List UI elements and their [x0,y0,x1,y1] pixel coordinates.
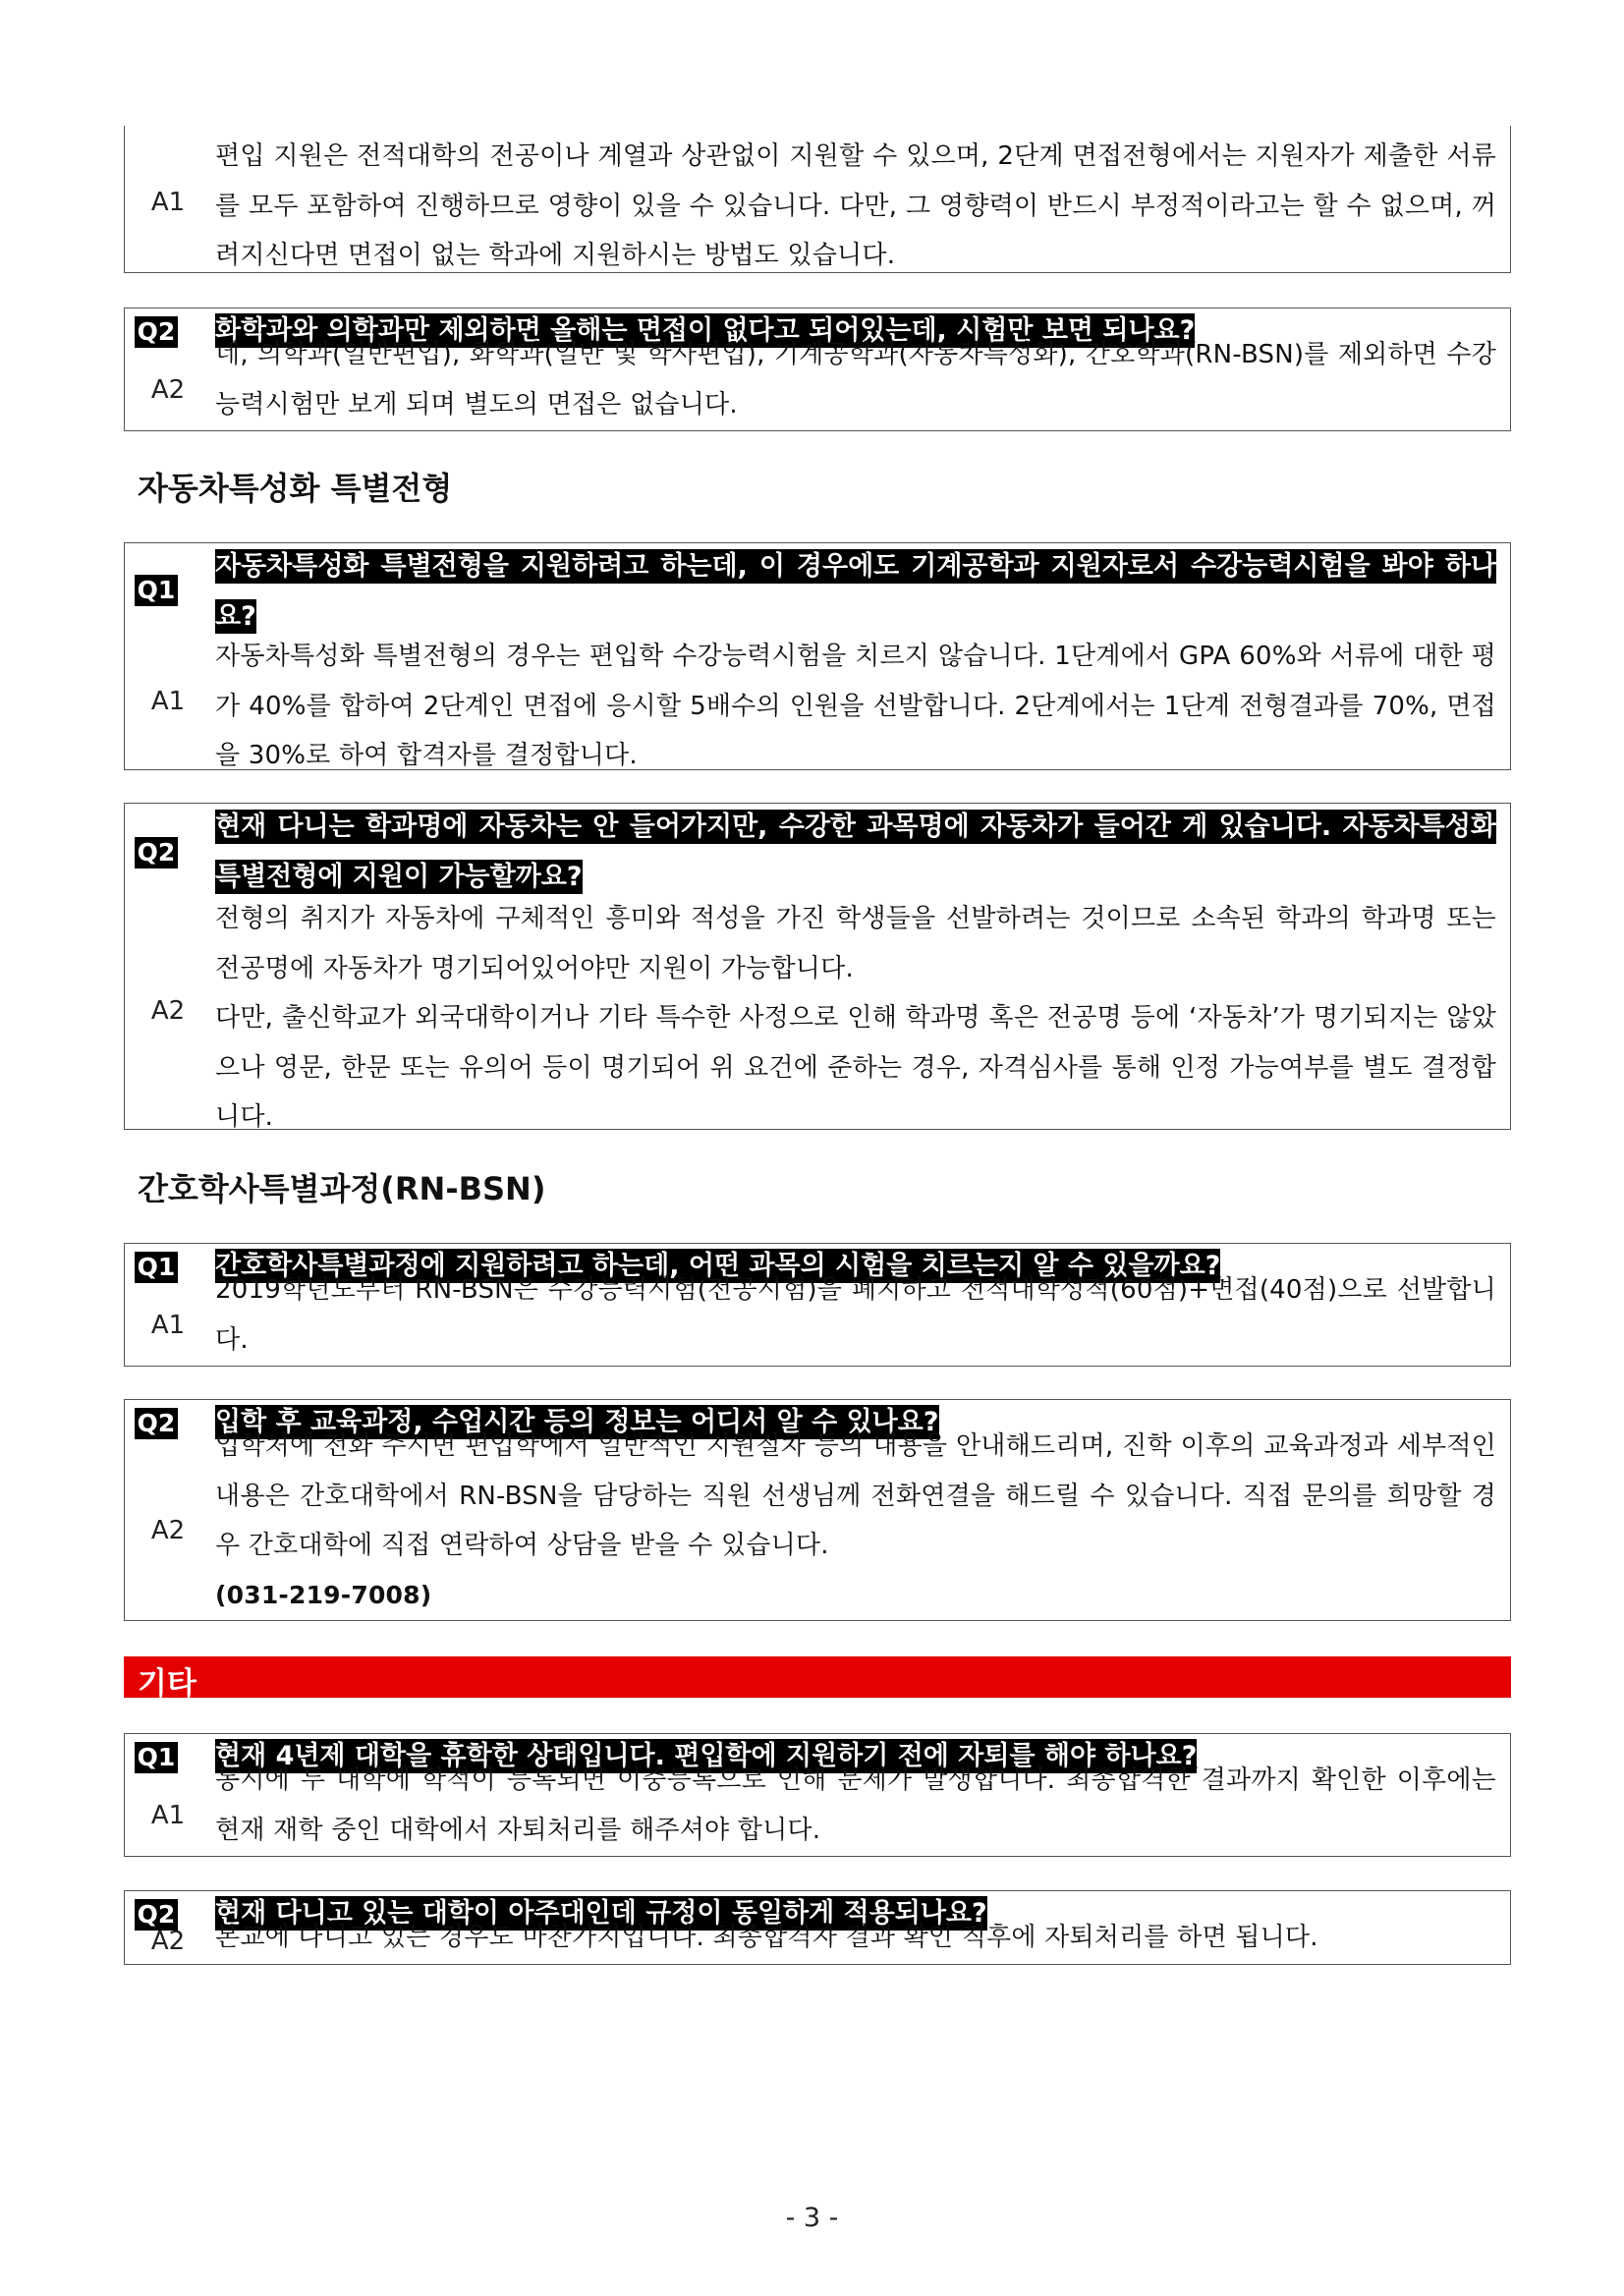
qa-box-q2-general [124,308,1511,431]
answer-text: 편입 지원은 전적대학의 전공이나 계열과 상관없이 지원할 수 있으며, 2단계 면접전형에서는 지원자가 제출한 서류를 모두 포함하여 진행하므로 영향이 있을 수 있습니다. 다만, 그 영향력이 반드시 부정적이라고는 할 수 없으며, 꺼려지신다면 면접이 없는 학과에 지원하시는 방법도 있습니다. [215,141,1496,270]
question-text: 입학 후 교육과정, 수업시간 등의 정보는 어디서 알 수 있나요? [215,1407,939,1437]
answer-text: 입학처에 전화 주시면 편입학에서 일반적인 지원절차 등의 내용을 안내해드리며, 진학 이후의 교육과정과 세부적인 내용은 간호대학에서 RN-BSN을 담당하는 직원 선생님께 전화연결을 해드릴 수 있습니다. 직접 문의를 희망할 경우 간호대학에 직접 연락하여 상담을 받을 수 있습니다. [215,1431,1496,1560]
qa-box-etc-q2 [124,1890,1511,1965]
answer-label: A1 [150,687,186,716]
answer-text-2: 다만, 출신학교가 외국대학이거나 기타 특수한 사정으로 인해 학과명 혹은 전공명 등에 ‘자동차’가 명기되지는 않았으나 영문, 한문 또는 유의어 등이 명기되어 위 요건에 준하는 경우, 자격심사를 통해 인정 가능여부를 별도 결정합니다. [215,1003,1496,1132]
qa-box-nursing-q2 [124,1399,1511,1621]
question-text: 화학과와 의학과만 제외하면 올해는 면접이 없다고 되어있는데, 시험만 보면 되나요? [215,315,1196,346]
answer-label: A2 [150,1516,186,1545]
question-label: Q2 [135,1408,178,1439]
question-label: Q1 [135,1742,178,1773]
answer-label: A1 [150,188,186,217]
question-label: Q2 [135,837,178,868]
qa-box-nursing-q1 [124,1243,1511,1367]
question-label: Q2 [135,316,178,348]
answer-text-1: 전형의 취지가 자동차에 구체적인 흥미와 적성을 가진 학생들을 선발하려는 것이므로 소속된 학과의 학과명 또는 전공명에 자동차가 명기되어있어야만 지원이 가능합니다. [215,904,1496,983]
phone-number: (031-219-7008) [215,1581,432,1609]
answer-label: A1 [150,1801,186,1830]
section-bar-etc [124,1656,1511,1702]
section-title-nursing: 간호학사특별과정(RN-BSN) [138,1170,546,1207]
question-text: 현재 다니고 있는 대학이 아주대인데 규정이 동일하게 적용되나요? [215,1898,987,1929]
question-text: 현재 다니는 학과명에 자동차는 안 들어가지만, 수강한 과목명에 자동차가 들어간 게 있습니다. 자동차특성화 특별전형에 지원이 가능할까요? [215,812,1496,892]
answer-text: 네, 의학과(일반편입), 화학과(일반 및 학사편입), 기계공학과(자동차특성화), 간호학과(RN-BSN)를 제외하면 수강능력시험만 보게 되며 별도의 면접은 없습니다. [215,340,1496,420]
question-text: 자동차특성화 특별전형을 지원하려고 하는데, 이 경우에도 기계공학과 지원자로서 수강능력시험을 봐야 하나요? [215,551,1496,632]
question-label: Q1 [135,575,178,606]
qa-box-auto-q2 [124,803,1511,1130]
question-text: 간호학사특별과정에 지원하려고 하는데, 어떤 과목의 시험을 치르는지 알 수 있을까요? [215,1251,1221,1281]
section-title-automotive: 자동차특성화 특별전형 [138,470,453,507]
answer-label: A2 [150,996,186,1026]
answer-text: 본교에 다니고 있는 경우도 마찬가지입니다. 최종합격자 결과 확인 직후에 자퇴처리를 하면 됩니다. [215,1923,1318,1952]
page-number: - 3 - [785,2203,839,2233]
qa-box-etc-q1 [124,1733,1511,1857]
answer-text: 동시에 두 대학에 학적이 등록되면 이중등록으로 인해 문제가 발생합니다. 최종합격한 결과까지 확인한 이후에는 현재 재학 중인 대학에서 자퇴처리를 해주셔야 합니다. [215,1765,1496,1845]
answer-text: 2019학년도부터 RN-BSN은 수강능력시험(전공시험)을 폐지하고 전적대학성적(60점)+면접(40점)으로 선발합니다. [215,1275,1496,1355]
answer-label: A2 [150,375,186,405]
question-text: 현재 4년제 대학을 휴학한 상태입니다. 편입학에 지원하기 전에 자퇴를 해야 하나요? [215,1741,1198,1771]
qa-box-auto-q1 [124,542,1511,770]
answer-label: A1 [150,1311,186,1340]
answer-label: A2 [150,1927,186,1956]
qa-box-prev-a1 [124,126,1511,273]
question-label: Q2 [135,1899,178,1931]
answer-text: 자동차특성화 특별전형의 경우는 편입학 수강능력시험을 치르지 않습니다. 1단계에서 GPA 60%와 서류에 대한 평가 40%를 합하여 2단계인 면접에 응시할 5배수의 인원을 선발합니다. 2단계에서는 1단계 전형결과를 70%, 면접을 30%로 하여 합격자를 결정합니다. [215,642,1496,770]
question-label: Q1 [135,1252,178,1283]
section-title-etc: 기타 [138,1666,196,1702]
